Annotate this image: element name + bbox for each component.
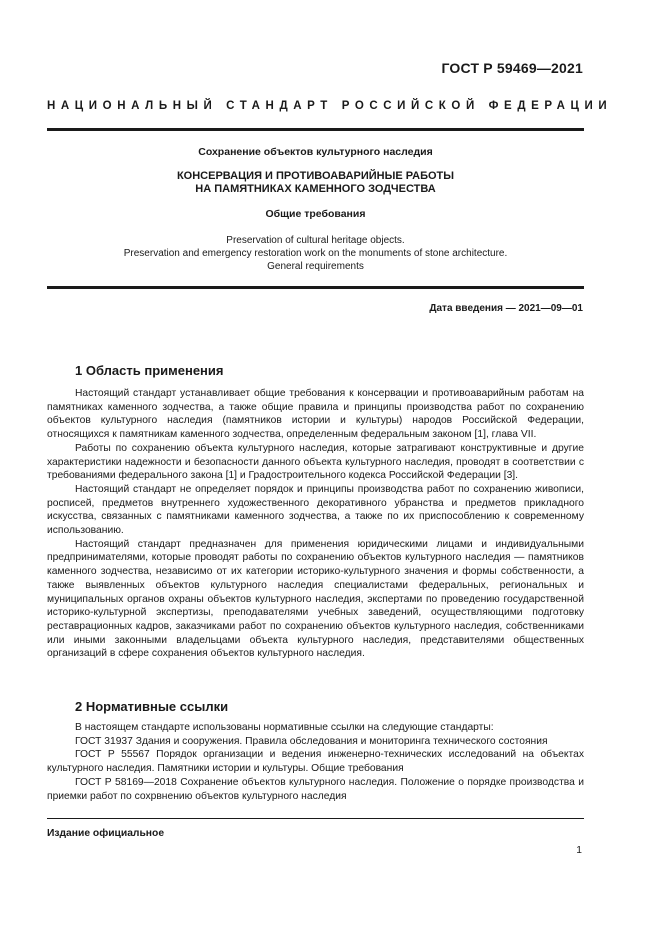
section-2-paragraph: ГОСТ Р 58169—2018 Сохранение объектов культурного наследия. Положение о порядке производства и приемки работ по сохрвнению объектов культурного наследия bbox=[47, 776, 584, 802]
top-divider bbox=[47, 128, 584, 131]
title-divider bbox=[47, 286, 584, 289]
section-1-paragraph: Настоящий стандарт устанавливает общие требования к консервации и противоаварийным работам на памятниках каменного зодчества, а также общие правила и принципы производства работ по сохранению объектов культурного наследия (памятников истории и культуры) народов Российской Федерации, относящихся к памятникам каменного зодчества, определенным федеральным законом [1], глава VII. bbox=[47, 388, 584, 441]
national-standard-heading: НАЦИОНАЛЬНЫЙ СТАНДАРТ РОССИЙСКОЙ ФЕДЕРАЦИИ bbox=[47, 100, 613, 112]
document-title bbox=[47, 170, 584, 196]
section-1-body bbox=[47, 387, 584, 661]
section-1-paragraph: Настоящий стандарт предназначен для применения юридическими лицами и индивидуальными предпринимателями, которые проводят работы по сохранению объектов культурного наследия — памятников каменного зодчества, независимо от их категории историко-культурного значения и формы собственности, а также выявленных объектов культурного наследия специалистами федеральных, региональных и муниципальных органов охраны объектов культурного наследия, экспертами по проведению государственной историко-культурной экспертизы, преподавателями учебных заведений, осуществляющими подготовку реставрационных кадров, заказчиками работ по сохранению объектов культурного наследия, собственниками или иными законными владельцами объекта культурного наследия, представителями общественных организаций в сфере сохранения объектов культурного наследия. bbox=[47, 538, 584, 660]
general-requirements: Общие требования bbox=[265, 208, 366, 220]
section-2-paragraph: ГОСТ 31937 Здания и сооружения. Правила обследования и мониторинга технического состояния bbox=[75, 735, 548, 747]
section-2-paragraph: ГОСТ Р 55567 Порядок организации и ведения инженерно-технических исследований на объектах культурного наследия. Памятники истории и культуры. Общие требования bbox=[47, 749, 584, 775]
introduction-date: Дата введения — 2021—09—01 bbox=[429, 303, 583, 314]
title-line-1: КОНСЕРВАЦИЯ И ПРОТИВОАВАРИЙНЫЕ РАБОТЫ bbox=[176, 170, 455, 182]
section-2-title: 2 Нормативные ссылки bbox=[75, 699, 229, 714]
english-title bbox=[47, 234, 584, 273]
section-1-paragraph: Настоящий стандарт не определяет порядок и принципы производства работ по сохранению живописи, росписей, предметов внутреннего художественного декоративного убранства и предметов прикладного искусства, связанных с памятниками каменного зодчества, а также по их приспособлению к современному использованию. bbox=[47, 483, 584, 537]
section-2-body bbox=[47, 721, 584, 803]
section-1-title: 1 Область применения bbox=[75, 363, 224, 378]
english-title-line-1: Preservation of cultural heritage objects. bbox=[226, 235, 405, 246]
section-1-paragraph: Работы по сохранению объекта культурного наследия, которые затрагивают конструктивные и другие характеристики надежности и безопасности данного объекта культурного наследия, проводят в соответствии с требованиями федерального закона [1] и Градостроительного кодекса Российской Федерации [3]. bbox=[47, 442, 584, 482]
document-code: ГОСТ Р 59469—2021 bbox=[441, 60, 583, 76]
official-edition-label: Издание официальное bbox=[47, 828, 165, 839]
section-2-paragraph: В настоящем стандарте использованы нормативные ссылки на следующие стандарты: bbox=[75, 722, 494, 733]
english-title-line-3: General requirements bbox=[267, 261, 364, 272]
footer-divider bbox=[47, 818, 584, 819]
title-line-2: НА ПАМЯТНИКАХ КАМЕННОГО ЗОДЧЕСТВА bbox=[195, 183, 436, 195]
english-title-line-2: Preservation and emergency restoration work on the monuments of stone architecture. bbox=[123, 248, 508, 259]
page-number: 1 bbox=[576, 845, 582, 856]
subject-line: Сохранение объектов культурного наследия bbox=[198, 146, 433, 158]
